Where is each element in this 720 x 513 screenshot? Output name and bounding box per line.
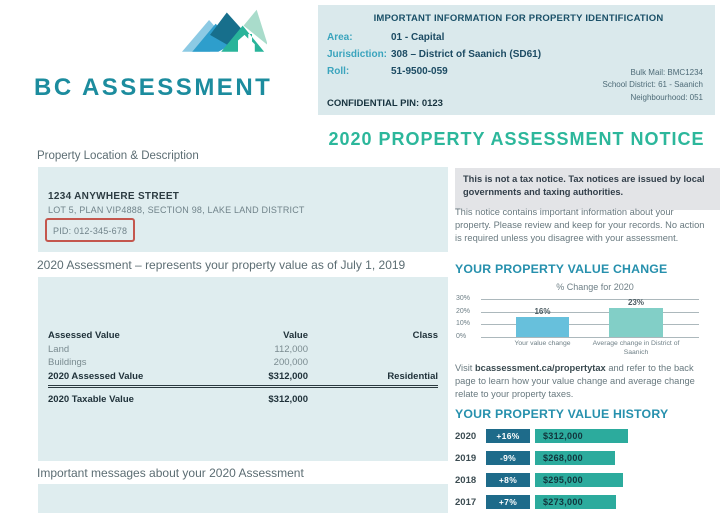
location-section-heading: Property Location & Description	[37, 150, 199, 162]
row-class	[308, 356, 438, 370]
bar-value-label: 23%	[627, 297, 644, 307]
value-history-row	[455, 473, 715, 487]
column-header: Class	[412, 330, 438, 341]
value-change-plot	[456, 295, 699, 340]
column-header: Value	[283, 330, 308, 341]
assessment-table-row	[48, 343, 438, 357]
gridline	[481, 312, 699, 313]
field-label: Roll:	[327, 66, 350, 77]
value-history-heading: YOUR PROPERTY VALUE HISTORY	[455, 407, 669, 421]
mailing-meta-line: Bulk Mail: BMC1234	[630, 68, 703, 77]
history-year: 2017	[455, 496, 477, 508]
field-value: 308 – District of Saanich (SD61)	[391, 49, 542, 60]
row-label: Buildings	[48, 357, 87, 368]
disclaimer-text: This is	[463, 174, 496, 184]
assessment-section-heading: 2020 Assessment – represents your property value as of July 1, 2019	[37, 258, 406, 272]
row-class: Residential	[387, 370, 438, 382]
column-header: Assessed Value	[48, 330, 120, 341]
assessment-table-row	[48, 356, 438, 370]
field-value: 51-9500-059	[391, 66, 448, 77]
gridline	[481, 299, 699, 300]
history-year: 2020	[455, 430, 477, 442]
y-axis-tick: 10%	[456, 320, 471, 328]
page-title: 2020 PROPERTY ASSESSMENT NOTICE	[328, 129, 705, 149]
history-value-bar: $295,000	[535, 473, 623, 487]
value-change-chart-title: % Change for 2020	[556, 282, 634, 292]
history-value-bar: $312,000	[535, 429, 628, 443]
confidential-pin: CONFIDENTIAL PIN: 0123	[327, 98, 443, 109]
value-history-row	[455, 451, 715, 465]
value-change-xlabels	[481, 337, 699, 359]
x-axis-label: Your value change	[514, 340, 571, 347]
value-history-list	[455, 429, 715, 513]
row-value: $312,000	[268, 370, 308, 382]
property-id-field	[327, 66, 541, 77]
assessment-box	[38, 277, 448, 461]
mailing-meta-line: Neighbourhood: 051	[630, 92, 703, 102]
assessment-table-header-row	[48, 329, 438, 343]
mailing-meta	[603, 67, 704, 104]
x-axis-label: Average change in District of Saanich	[592, 340, 680, 356]
value-change-chart	[455, 282, 713, 359]
history-value-bar: $268,000	[535, 451, 615, 465]
disclaimer-emphasis: not	[495, 174, 510, 184]
address-line2: LOT 5, PLAN VIP4888, SECTION 98, LAKE LAND DISTRICT	[48, 205, 305, 215]
history-change-badge: +7%	[486, 495, 530, 509]
y-axis-tick: 30%	[456, 295, 471, 302]
row-class	[308, 343, 438, 357]
value-change-heading: YOUR PROPERTY VALUE CHANGE	[455, 262, 668, 276]
field-value: 01 - Capital	[391, 32, 445, 43]
disclaimer-text: a tax notice. Tax notices are issued by local governments and taxing authorities.	[463, 174, 705, 197]
row-value: 112,000	[274, 343, 308, 355]
chart-bar-group	[609, 298, 663, 337]
assessment-table-row	[48, 370, 438, 389]
property-id-box	[318, 5, 715, 115]
property-id-box-header: IMPORTANT INFORMATION FOR PROPERTY IDENTIFICATION	[373, 13, 664, 24]
history-change-badge: -9%	[486, 451, 530, 465]
row-label: Land	[48, 343, 70, 355]
row-label: 2020 Taxable Value	[48, 394, 134, 405]
field-label: Jurisdiction:	[327, 49, 388, 60]
assessment-table	[48, 329, 438, 407]
history-year: 2019	[455, 452, 477, 464]
property-id-field	[327, 32, 541, 43]
chart-bar	[516, 317, 569, 337]
brand-wordmark: BC ASSESSMENT	[34, 74, 273, 101]
history-change-badge: +16%	[486, 429, 530, 443]
messages-box	[38, 484, 448, 513]
history-value-bar: $273,000	[535, 495, 616, 509]
assessment-table-row	[48, 393, 438, 407]
bar-value-label: 16%	[534, 306, 551, 316]
y-axis-tick: 0%	[456, 333, 467, 340]
row-class	[308, 393, 438, 407]
notice-intro-text: This notice contains important information about your property. Please review and keep for your records. No action is required unless you disagree with your assessment.	[455, 207, 705, 244]
note-text: and refer to the back page to learn how your value change and average change relate to your property taxes.	[455, 363, 695, 400]
chart-bar	[609, 308, 663, 337]
note-text: Visit	[455, 363, 475, 373]
property-location-box	[38, 167, 448, 252]
address-line1: 1234 ANYWHERE STREET	[48, 191, 180, 202]
bc-assessment-logo-icon	[181, 6, 267, 62]
property-id-fields	[327, 32, 541, 83]
messages-section-heading: Important messages about your 2020 Assessment	[37, 466, 304, 480]
mailing-meta-line: School District: 61 - Saanich	[602, 80, 703, 90]
pid-highlight-box	[45, 218, 135, 242]
history-change-badge: +8%	[486, 473, 530, 487]
chart-bar-group	[516, 307, 569, 337]
y-axis-tick: 20%	[456, 307, 471, 315]
value-history-row	[455, 495, 715, 509]
row-label: 2020 Assessed Value	[48, 370, 144, 382]
pid-value: PID: 012-345-678	[53, 226, 128, 236]
row-value: $312,000	[268, 394, 308, 405]
history-year: 2018	[455, 474, 477, 486]
gridline	[481, 324, 699, 325]
propertytax-note	[455, 362, 715, 402]
value-history-row	[455, 429, 715, 443]
tax-notice-disclaimer	[455, 168, 720, 210]
note-url: bcassessment.ca/propertytax	[474, 363, 606, 373]
row-value: 200,000	[273, 357, 308, 368]
field-label: Area:	[327, 32, 353, 43]
property-id-field	[327, 49, 541, 60]
